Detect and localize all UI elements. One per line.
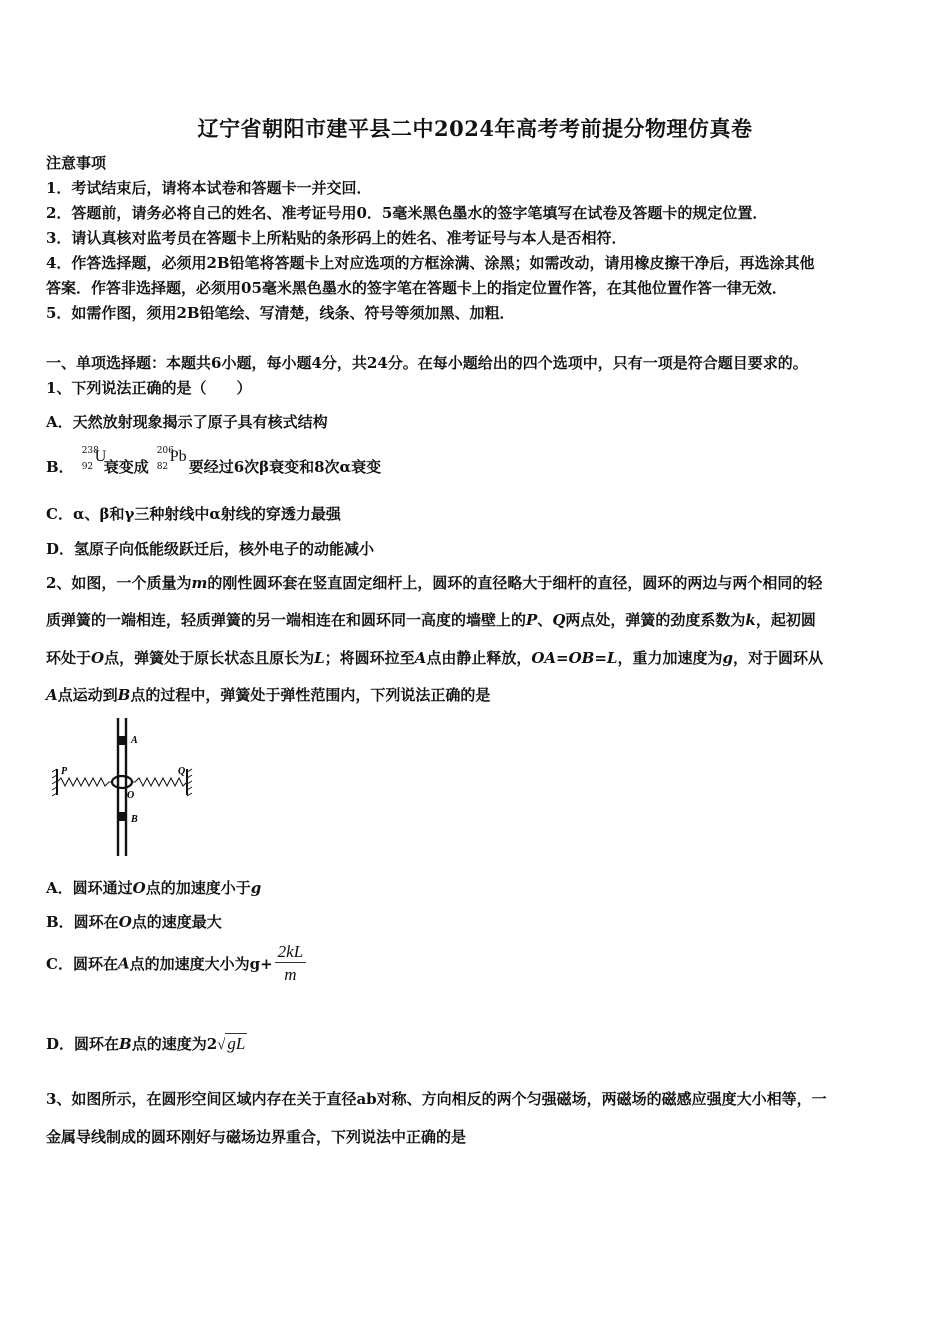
notice-item: 1．考试结束后，请将本试卷和答题卡一并交回．: [46, 179, 372, 197]
question-1-option-d: D．氢原子向低能级跃迁后，核外电子的动能减小: [46, 540, 375, 558]
point-a-label: A: [131, 735, 138, 746]
notice-item: 5．如需作图，须用2B铅笔绘、写清楚，线条、符号等须加黑、加粗．: [46, 304, 515, 322]
notice-item: 4．作答选择题，必须用2B铅笔将答题卡上对应选项的方框涂满、涂黑；如需改动，请用橡皮擦干净后，再选涂其他: [46, 254, 815, 272]
question-1-option-a: A．天然放射现象揭示了原子具有核式结构: [46, 413, 328, 431]
lead-isotope: 206 82 Pb: [156, 446, 187, 472]
notice-item: 答案．作答非选择题，必须用05毫米黑色墨水的签字笔在答题卡上的指定位置作答，在其他位置作答一律无效．: [46, 279, 787, 297]
question-2-option-d: D．圆环在B点的速度为2√ gL: [46, 1034, 246, 1053]
notice-heading: 注意事项: [46, 154, 107, 172]
question-2-option-a: A．圆环通过O点的加速度小于g: [46, 879, 262, 897]
page-title: 辽宁省朝阳市建平县二中2024年高考考前提分物理仿真卷: [197, 116, 753, 141]
question-2-stem-line: 环处于O点，弹簧处于原长状态且原长为L；将圆环拉至A点由静止释放，OA=OB=L，重力加速度为g，对于圆环从: [46, 649, 823, 667]
section-heading: 一、单项选择题：本题共6小题，每小题4分，共24分。在每小题给出的四个选项中，只有一项是符合题目要求的。: [46, 354, 808, 372]
point-o-label: O: [127, 790, 135, 801]
fraction: $\frac{2kL}{m}$: [275, 942, 307, 985]
question-2-stem-line: A点运动到B点的过程中，弹簧处于弹性范围内，下列说法正确的是: [46, 686, 491, 704]
question-2-stem-line: 质弹簧的一端相连，轻质弹簧的另一端相连在和圆环同一高度的墙壁上的P、Q两点处，弹簧的劲度系数为k，起初圆: [46, 611, 816, 629]
question-3-stem-line: 金属导线制成的圆环刚好与磁场边界重合，下列说法中正确的是: [46, 1128, 467, 1146]
question-1-stem: 1、下列说法正确的是（ ）: [46, 379, 252, 397]
question-2-stem-line: 2、如图，一个质量为m的刚性圆环套在竖直固定细杆上，圆环的直径略大于细杆的直径，圆环的两边与两个相同的轻: [46, 574, 823, 592]
notice-item: 3．请认真核对监考员在答题卡上所粘贴的条形码上的姓名、准考证号与本人是否相符．: [46, 229, 627, 247]
question-1-option-c: C．α、β和γ三种射线中α射线的穿透力最强: [46, 505, 341, 523]
point-b-label: B: [131, 814, 138, 825]
question-3-stem-line: 3、如图所示，在圆形空间区域内存在关于直径ab对称、方向相反的两个匀强磁场，两磁场的磁感应强度大小相等，一: [46, 1090, 827, 1108]
notice-item: 2．答题前，请务必将自己的姓名、准考证号用0．5毫米黑色墨水的签字笔填写在试卷及答题卡的规定位置．: [46, 204, 768, 222]
square-root: √ gL: [217, 1034, 246, 1053]
question-2-option-b: B．圆环在O点的速度最大: [46, 913, 222, 931]
question-1-option-b: B． 238 92 U 衰变成 206 82 Pb 要经过6次β衰变和8次α衰变: [46, 446, 382, 476]
question-2-option-c: C．圆环在A点的加速度大小为g+ $\frac{2kL}{m}$: [46, 942, 306, 985]
uranium-isotope: 238 92 U: [81, 446, 107, 472]
point-q-label: Q: [178, 766, 186, 777]
point-p-label: P: [61, 766, 68, 777]
spring-ring-diagram: [50, 716, 200, 861]
